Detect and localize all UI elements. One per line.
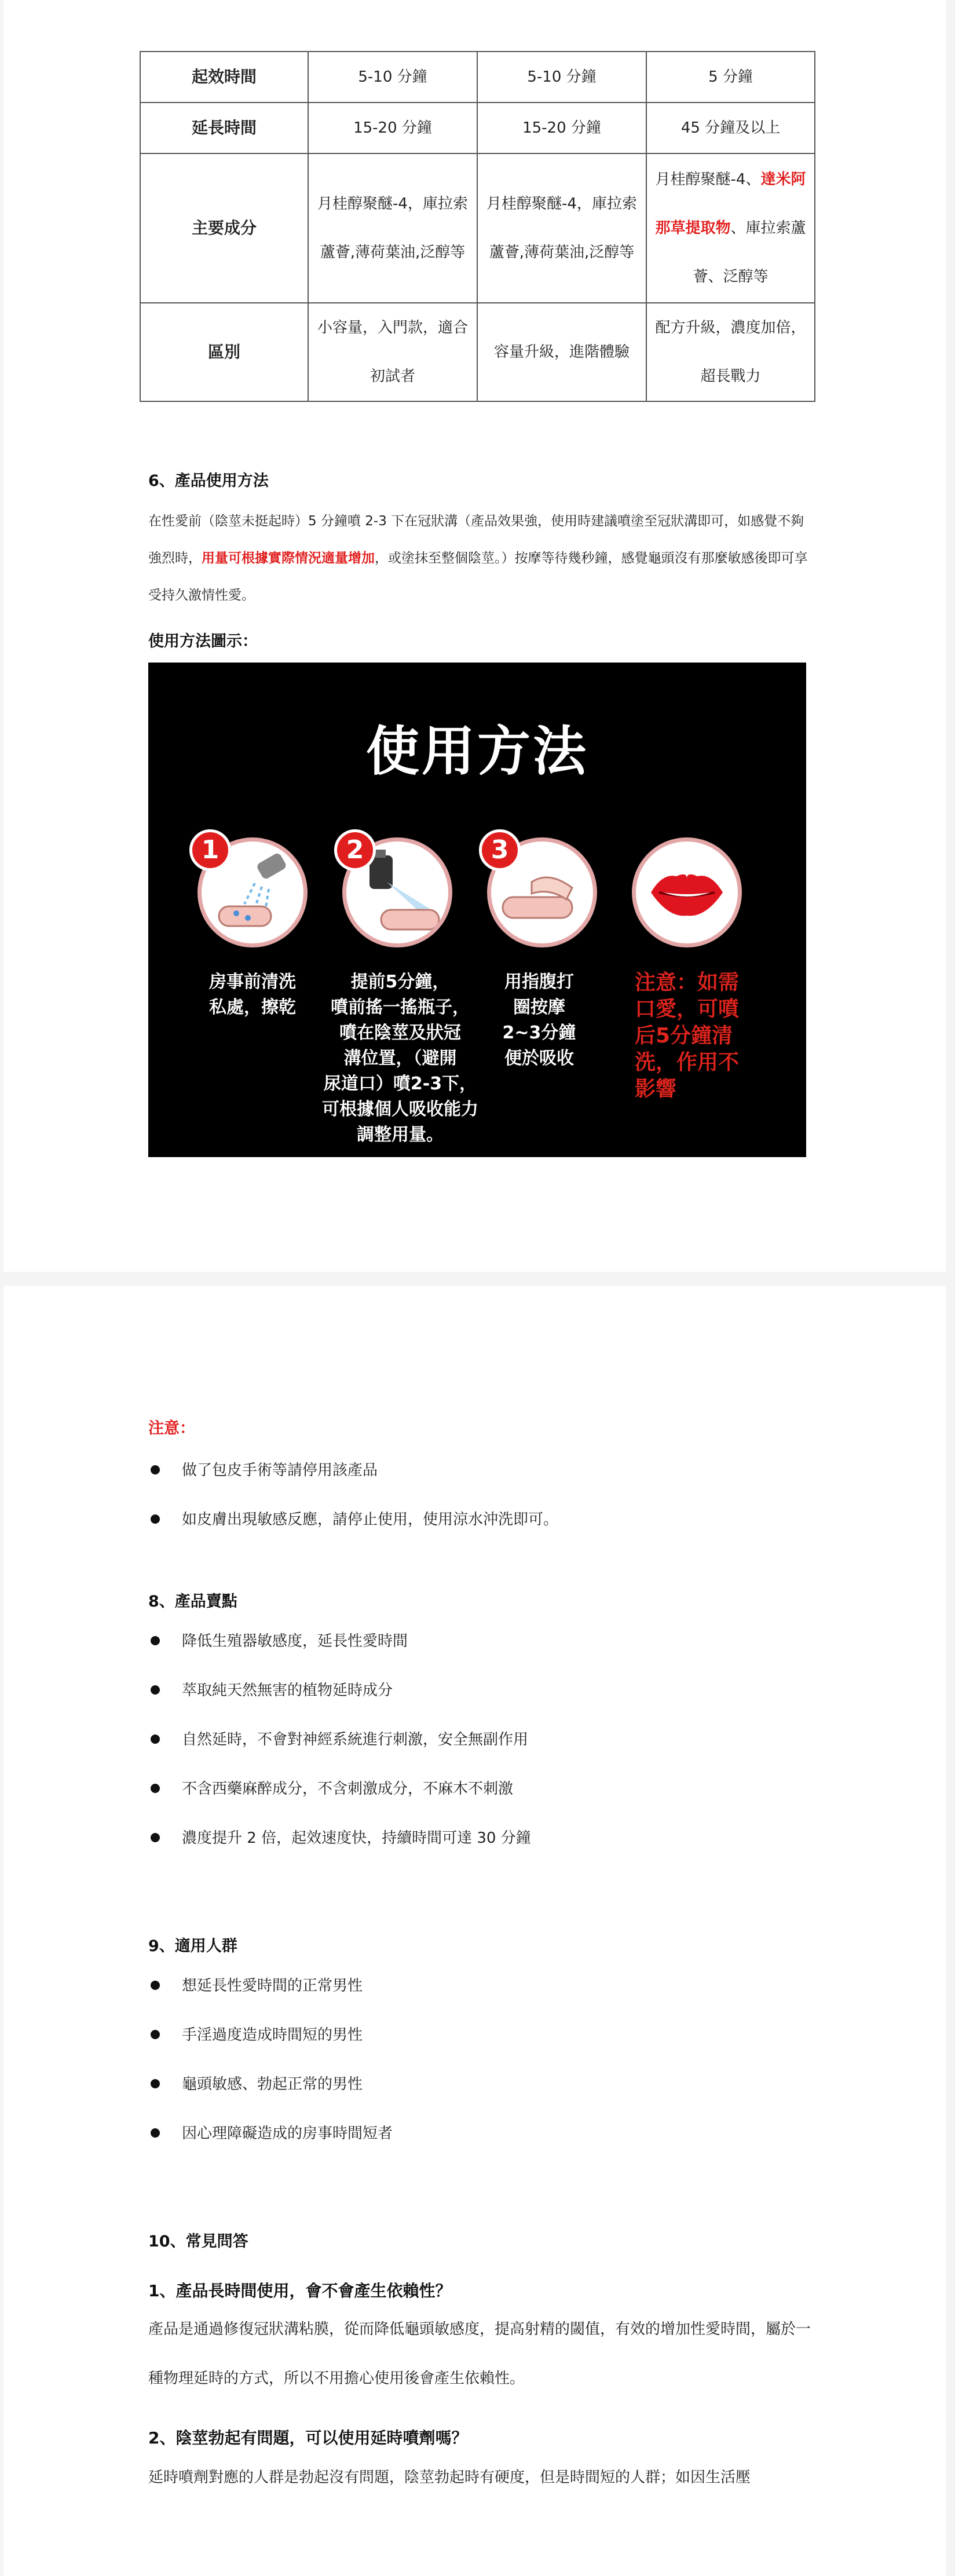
list-item	[148, 1505, 558, 1554]
table-cell: 45 分鐘及以上	[646, 103, 815, 153]
list-item-text: 降低生殖器敏感度，延長性愛時間	[182, 1633, 408, 1650]
list-item-text: 做了包皮手術等請停用該產品	[182, 1462, 378, 1479]
table-cell: 配方升級，濃度加倍，超長戰力	[646, 303, 815, 401]
warning-caption	[635, 969, 774, 1103]
ingredient-highlight: 達米阿那草提取物	[655, 171, 806, 237]
step-2-caption	[322, 969, 478, 1148]
bullet-icon	[151, 2128, 160, 2138]
list-item-text: 濃度提升 2 倍，起效速度快，持續時間可達 30 分鐘	[182, 1829, 531, 1847]
bullet-icon	[151, 2030, 160, 2039]
product-detail-card-top	[3, 0, 946, 1272]
bullet-icon	[151, 1735, 160, 1744]
caption-text: 房事前清洗 私處，擦乾	[209, 972, 296, 1018]
table-cell: 5 分鐘	[646, 52, 815, 103]
notice-title: 注意：	[148, 1419, 195, 1437]
list-item	[148, 1456, 558, 1505]
list-item	[148, 1676, 531, 1725]
table-cell: 容量升級，進階體驗	[477, 303, 646, 401]
step-2	[342, 837, 452, 947]
list-item-text: 自然延時，不會對神經系統進行刺激，安全無副作用	[182, 1731, 529, 1748]
ingredient-text: 月桂醇聚醚-4、	[655, 171, 761, 188]
table-cell: 15-20 分鐘	[308, 103, 477, 153]
bullet-icon	[151, 1981, 160, 1990]
section-title-faq: 10、常見問答	[148, 2233, 248, 2251]
step-3-caption	[473, 969, 606, 1071]
figure-title: 使用方法	[365, 720, 588, 782]
list-item	[148, 2119, 393, 2168]
step-4-warning	[632, 837, 742, 947]
table-cell: 月桂醇聚醚-4，庫拉索蘆薈,薄荷葉油,泛醇等	[308, 153, 477, 303]
audience-list	[148, 1971, 393, 2168]
usage-text: 在性愛前（陰莖未挺起時）5 分鐘噴 2-3 下在冠狀溝（產品效果強，使用時建議噴塗至冠狀溝即可，如感覺不夠強烈時，	[148, 514, 804, 566]
bullet-icon	[151, 1685, 160, 1695]
list-item	[148, 1774, 531, 1824]
row-header-ingredients: 主要成分	[140, 153, 308, 303]
table-cell: 月桂醇聚醚-4，庫拉索蘆薈,薄荷葉油,泛醇等	[477, 153, 646, 303]
table-cell: 5-10 分鐘	[308, 52, 477, 103]
list-item	[148, 1627, 531, 1676]
list-item-text: 如皮膚出現敏感反應，請停止使用，使用涼水沖洗即可。	[182, 1511, 559, 1528]
usage-instructions-image	[148, 663, 806, 1157]
faq-question-2: 2、陰莖勃起有問題，可以使用延時噴劑嗎？	[148, 2428, 468, 2447]
faq-question-1: 1、產品長時間使用，會不會產生依賴性？	[148, 2281, 452, 2300]
table-cell: 15-20 分鐘	[477, 103, 646, 153]
notice-list	[148, 1456, 558, 1554]
list-item	[148, 2021, 393, 2070]
table-cell-ingredients-advanced	[646, 153, 815, 303]
list-item-text: 因心理障礙造成的房事時間短者	[182, 2125, 393, 2142]
step-1	[197, 837, 308, 947]
list-item-text: 萃取純天然無害的植物延時成分	[182, 1682, 393, 1699]
list-item	[148, 1971, 393, 2021]
product-detail-card-bottom	[3, 1286, 946, 2576]
section-title-usage: 6、產品使用方法	[148, 472, 269, 490]
section-title-selling-points: 8、產品賣點	[148, 1593, 237, 1611]
list-item-text: 手淫過度造成時間短的男性	[182, 2026, 363, 2044]
caption-text: 注意：如需 口愛，可噴 后5分鐘清 洗，作用不 影響	[635, 971, 740, 1101]
table-row-difference	[140, 303, 815, 401]
list-item-text: 想延長性愛時間的正常男性	[182, 1977, 363, 1995]
section-title-audience: 9、適用人群	[148, 1937, 237, 1955]
usage-highlight: 用量可根據實際情況適量增加	[202, 551, 375, 566]
ingredient-text: 、庫拉索蘆薈、泛醇等	[693, 219, 806, 286]
list-item	[148, 1824, 531, 1873]
list-item	[148, 1725, 531, 1774]
list-item	[148, 2070, 393, 2119]
bullet-icon	[151, 1636, 160, 1645]
bullet-icon	[151, 1784, 160, 1793]
step-3	[487, 837, 597, 947]
usage-paragraph	[148, 503, 811, 614]
comparison-table	[140, 51, 815, 402]
lips-icon	[632, 837, 742, 947]
usage-text: ，或塗抹至整個陰莖。）按摩等待幾秒鐘，感覺龜頭沒有那麼敏感後即可享受持久激情性愛。	[148, 551, 808, 603]
table-row-duration	[140, 103, 815, 153]
caption-text: 用指腹打 圈按摩 2~3分鐘 便於吸收	[502, 972, 576, 1069]
bullet-icon	[151, 2079, 160, 2088]
faq-answer-1: 產品是通過修復冠狀溝粘膜，從而降低龜頭敏感度，提高射精的閾值，有效的增加性愛時間，屬於一種物理延時的方式，所以不用擔心使用後會產生依賴性。	[148, 2321, 811, 2387]
faq-answer-2: 延時噴劑對應的人群是勃起沒有問題，陰莖勃起時有硬度，但是時間短的人群；如因生活壓	[148, 2469, 751, 2486]
table-cell: 5-10 分鐘	[477, 52, 646, 103]
list-item-text: 不含西藥麻醉成分，不含刺激成分，不麻木不刺激	[182, 1780, 514, 1798]
caption-text: 提前5分鐘， 噴前搖一搖瓶子， 噴在陰莖及狀冠 溝位置，（避開 尿道口）噴2-3下， 可根據個人吸收能力 調整用量。	[322, 972, 478, 1145]
bullet-icon	[151, 1465, 160, 1474]
table-cell: 小容量，入門款，適合初試者	[308, 303, 477, 401]
figure-label: 使用方法圖示：	[148, 632, 258, 650]
table-row-ingredients	[140, 153, 815, 303]
row-header-onset: 起效時間	[140, 52, 308, 103]
step-number: 2	[334, 829, 376, 871]
list-item-text: 龜頭敏感、勃起正常的男性	[182, 2076, 363, 2093]
bullet-icon	[151, 1514, 160, 1524]
step-number: 1	[189, 829, 231, 871]
selling-points-list	[148, 1627, 531, 1873]
step-1-caption	[183, 969, 322, 1020]
bullet-icon	[151, 1833, 160, 1842]
row-header-duration: 延長時間	[140, 103, 308, 153]
table-row-onset	[140, 52, 815, 103]
step-number: 3	[479, 829, 521, 871]
row-header-difference: 區別	[140, 303, 308, 401]
